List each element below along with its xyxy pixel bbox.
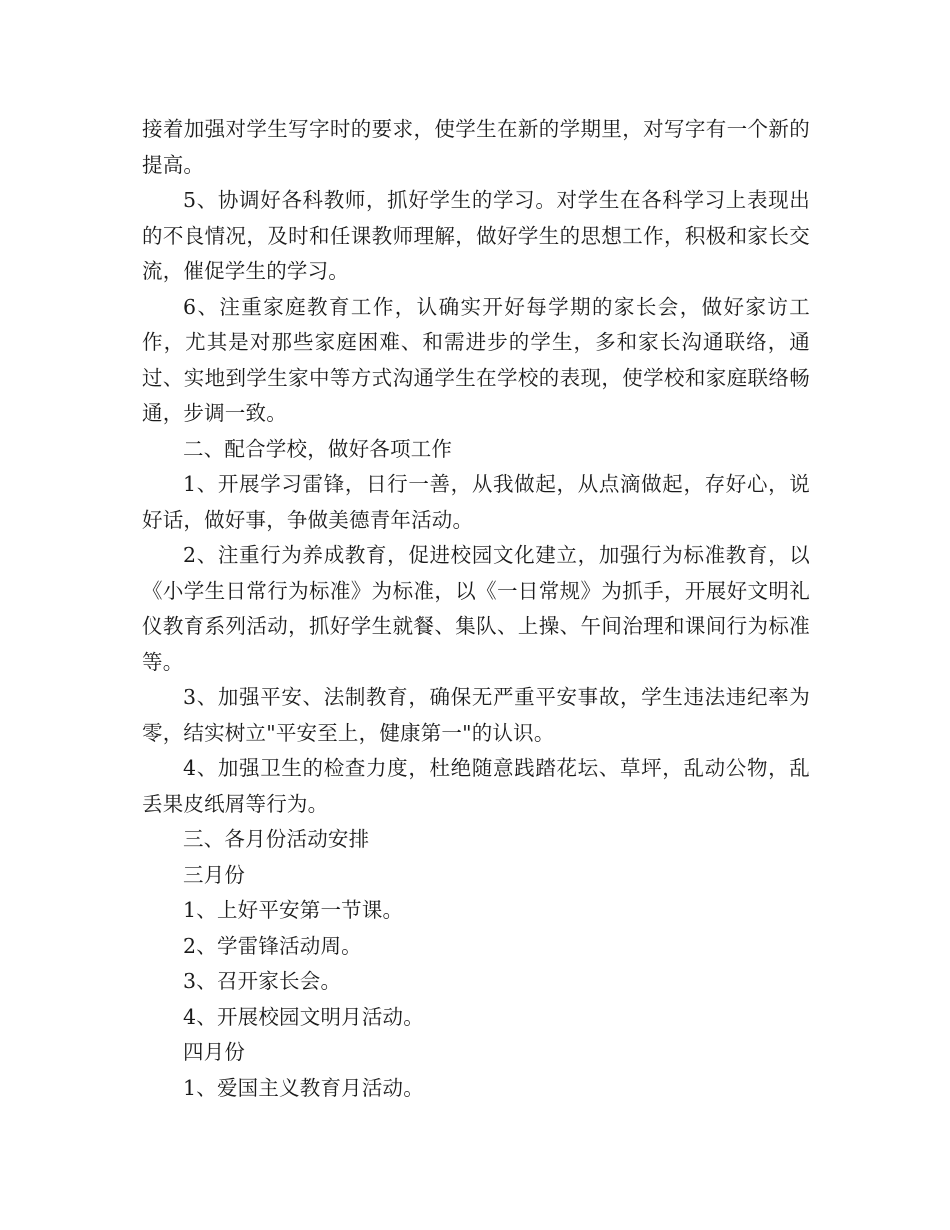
list-item: 2、学雷锋活动周。 — [183, 933, 362, 958]
paragraph-item-3: 3、加强平安、法制教育，确保无严重平安事故，学生违法违纪率为零，结实树立"平安至上，健康第一"的认识。 — [142, 685, 810, 745]
section-heading-2: 二、配合学校，做好各项工作 — [183, 436, 453, 461]
paragraph-item-6: 6、注重家庭教育工作，认确实开好每学期的家长会，做好家访工作，尤其是对那些家庭困难、和需进步的学生，多和家长沟通联络，通过、实地到学生家中等方式沟通学生在学校的表现，使学校和家庭联络畅通，步调一致。 — [142, 294, 810, 425]
document-body — [142, 112, 810, 1106]
list-item: 1、上好平安第一节课。 — [183, 898, 404, 922]
paragraph-item-5: 5、协调好各科教师，抓好学生的学习。对学生在各科学习上表现出的不良情况，及时和任课教师理解，做好学生的思想工作，积极和家长交流，催促学生的学习。 — [142, 188, 810, 283]
paragraph-continuation: 接着加强对学生写字时的要求，使学生在新的学期里，对写字有一个新的提高。 — [142, 117, 810, 177]
paragraph-item-1: 1、开展学习雷锋，日行一善，从我做起，从点滴做起，存好心，说好话，做好事，争做美德青年活动。 — [142, 472, 810, 532]
section-heading-3: 三、各月份活动安排 — [183, 827, 370, 851]
list-item: 4、开展校园文明月活动。 — [183, 1004, 424, 1029]
list-item: 3、召开家长会。 — [183, 969, 342, 993]
month-heading-april: 四月份 — [183, 1040, 246, 1064]
month-heading-march: 三月份 — [183, 862, 246, 887]
paragraph-item-2: 2、注重行为养成教育，促进校园文化建立，加强行为标准教育，以《小学生日常行为标准》为标准，以《一日常规》为抓手，开展好文明礼仪教育系列活动，抓好学生就餐、集队、上操、午间治理和课间行为标准等。 — [142, 543, 810, 674]
list-item: 1、爱国主义教育月活动。 — [183, 1075, 424, 1100]
paragraph-item-4: 4、加强卫生的检查力度，杜绝随意践踏花坛、草坪，乱动公物，乱丢果皮纸屑等行为。 — [142, 756, 810, 816]
